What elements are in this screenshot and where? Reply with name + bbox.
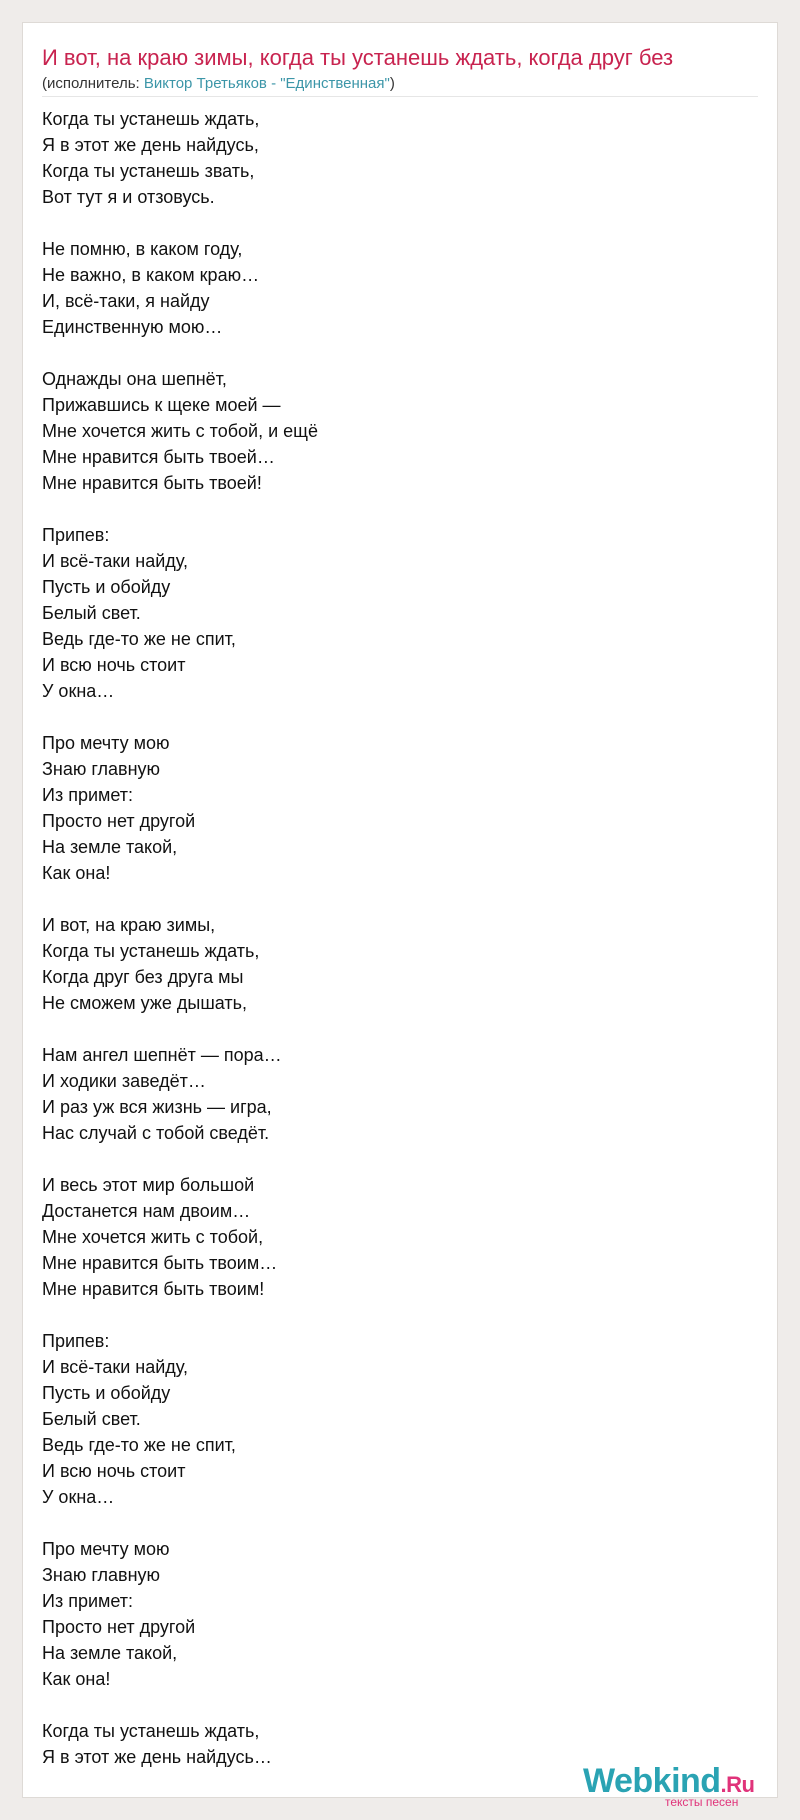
stanza-gap: [42, 886, 318, 912]
lyric-line: И всё-таки найду,: [42, 551, 188, 571]
stanza-gap: [42, 496, 318, 522]
lyric-line: Я в этот же день найдусь,: [42, 135, 259, 155]
stanza-gap: [42, 340, 318, 366]
lyric-line: Мне нравится быть твоим…: [42, 1253, 278, 1273]
lyric-line: И ходики заведёт…: [42, 1071, 206, 1091]
lyric-line: Белый свет.: [42, 1409, 141, 1429]
stanza-gap: [42, 1510, 318, 1536]
lyric-line: И вот, на краю зимы,: [42, 915, 216, 935]
lyric-line: Вот тут я и отзовусь.: [42, 187, 215, 207]
performer-line: [42, 75, 395, 93]
lyric-line: Когда ты устанешь ждать,: [42, 109, 260, 129]
lyric-line: И раз уж вся жизнь — игра,: [42, 1097, 272, 1117]
performer-close: ): [389, 75, 395, 92]
lyric-line: Припев:: [42, 1331, 110, 1351]
logo-name: Webkind: [583, 1762, 721, 1800]
lyric-line: Мне хочется жить с тобой,: [42, 1227, 264, 1247]
lyric-line: И всю ночь стоит: [42, 655, 186, 675]
title-divider: [42, 96, 758, 97]
stanza-gap: [42, 1692, 318, 1718]
lyric-line: Как она!: [42, 863, 111, 883]
lyric-line: Единственную мою…: [42, 317, 223, 337]
stanza-gap: [42, 1016, 318, 1042]
lyric-line: Когда ты устанешь звать,: [42, 161, 255, 181]
lyric-line: Нам ангел шепнёт — пора…: [42, 1045, 282, 1065]
lyric-line: Знаю главную: [42, 1565, 161, 1585]
lyric-line: На земле такой,: [42, 837, 178, 857]
lyric-line: Про мечту мою: [42, 733, 170, 753]
lyric-line: Знаю главную: [42, 759, 161, 779]
lyric-line: Просто нет другой: [42, 1617, 196, 1637]
lyric-line: Не важно, в каком краю…: [42, 265, 260, 285]
lyric-line: Ведь где-то же не спит,: [42, 629, 236, 649]
lyric-line: Не помню, в каком году,: [42, 239, 243, 259]
lyric-line: Достанется нам двоим…: [42, 1201, 251, 1221]
stanza-gap: [42, 210, 318, 236]
stanza-gap: [42, 704, 318, 730]
logo-tagline: тексты песен: [665, 1795, 739, 1809]
lyric-line: Не сможем уже дышать,: [42, 993, 247, 1013]
lyric-line: Я в этот же день найдусь…: [42, 1747, 272, 1767]
lyrics-card: [22, 22, 778, 1809]
lyric-line: Пусть и обойду: [42, 577, 171, 597]
lyric-line: И, всё-таки, я найду: [42, 291, 210, 311]
song-title: И вот, на краю зимы, когда ты устанешь ждать, когда друг без: [42, 45, 674, 70]
lyric-line: Как она!: [42, 1669, 111, 1689]
lyrics-text: [42, 106, 318, 1770]
performer-label: (исполнитель:: [42, 75, 144, 92]
lyric-line: Белый свет.: [42, 603, 141, 623]
lyric-line: Нас случай с тобой сведёт.: [42, 1123, 270, 1143]
lyric-line: Из примет:: [42, 785, 134, 805]
lyric-line: Однажды она шепнёт,: [42, 369, 227, 389]
lyric-line: Мне хочется жить с тобой, и ещё: [42, 421, 318, 441]
lyric-line: Когда ты устанешь ждать,: [42, 1721, 260, 1741]
lyric-line: Мне нравится быть твоим!: [42, 1279, 265, 1299]
stanza-gap: [42, 1302, 318, 1328]
lyric-line: У окна…: [42, 681, 115, 701]
lyric-line: Мне нравится быть твоей!: [42, 473, 262, 493]
logo-tld: .Ru: [720, 1772, 755, 1797]
lyric-line: Прижавшись к щеке моей —: [42, 395, 281, 415]
lyric-line: У окна…: [42, 1487, 115, 1507]
lyric-line: Про мечту мою: [42, 1539, 170, 1559]
lyric-line: Когда ты устанешь ждать,: [42, 941, 260, 961]
lyric-line: Мне нравится быть твоей…: [42, 447, 275, 467]
lyric-line: На земле такой,: [42, 1643, 178, 1663]
lyric-line: Из примет:: [42, 1591, 134, 1611]
lyric-line: Когда друг без друга мы: [42, 967, 244, 987]
lyric-line: Просто нет другой: [42, 811, 196, 831]
lyric-line: Ведь где-то же не спит,: [42, 1435, 236, 1455]
lyric-line: И всё-таки найду,: [42, 1357, 188, 1377]
stanza-gap: [42, 1146, 318, 1172]
site-logo[interactable]: [583, 1761, 793, 1819]
lyric-line: И всю ночь стоит: [42, 1461, 186, 1481]
lyric-line: Припев:: [42, 525, 110, 545]
artist-link[interactable]: Виктор Третьяков - "Единственная": [143, 75, 390, 92]
lyric-line: И весь этот мир большой: [42, 1175, 255, 1195]
lyric-line: Пусть и обойду: [42, 1383, 171, 1403]
